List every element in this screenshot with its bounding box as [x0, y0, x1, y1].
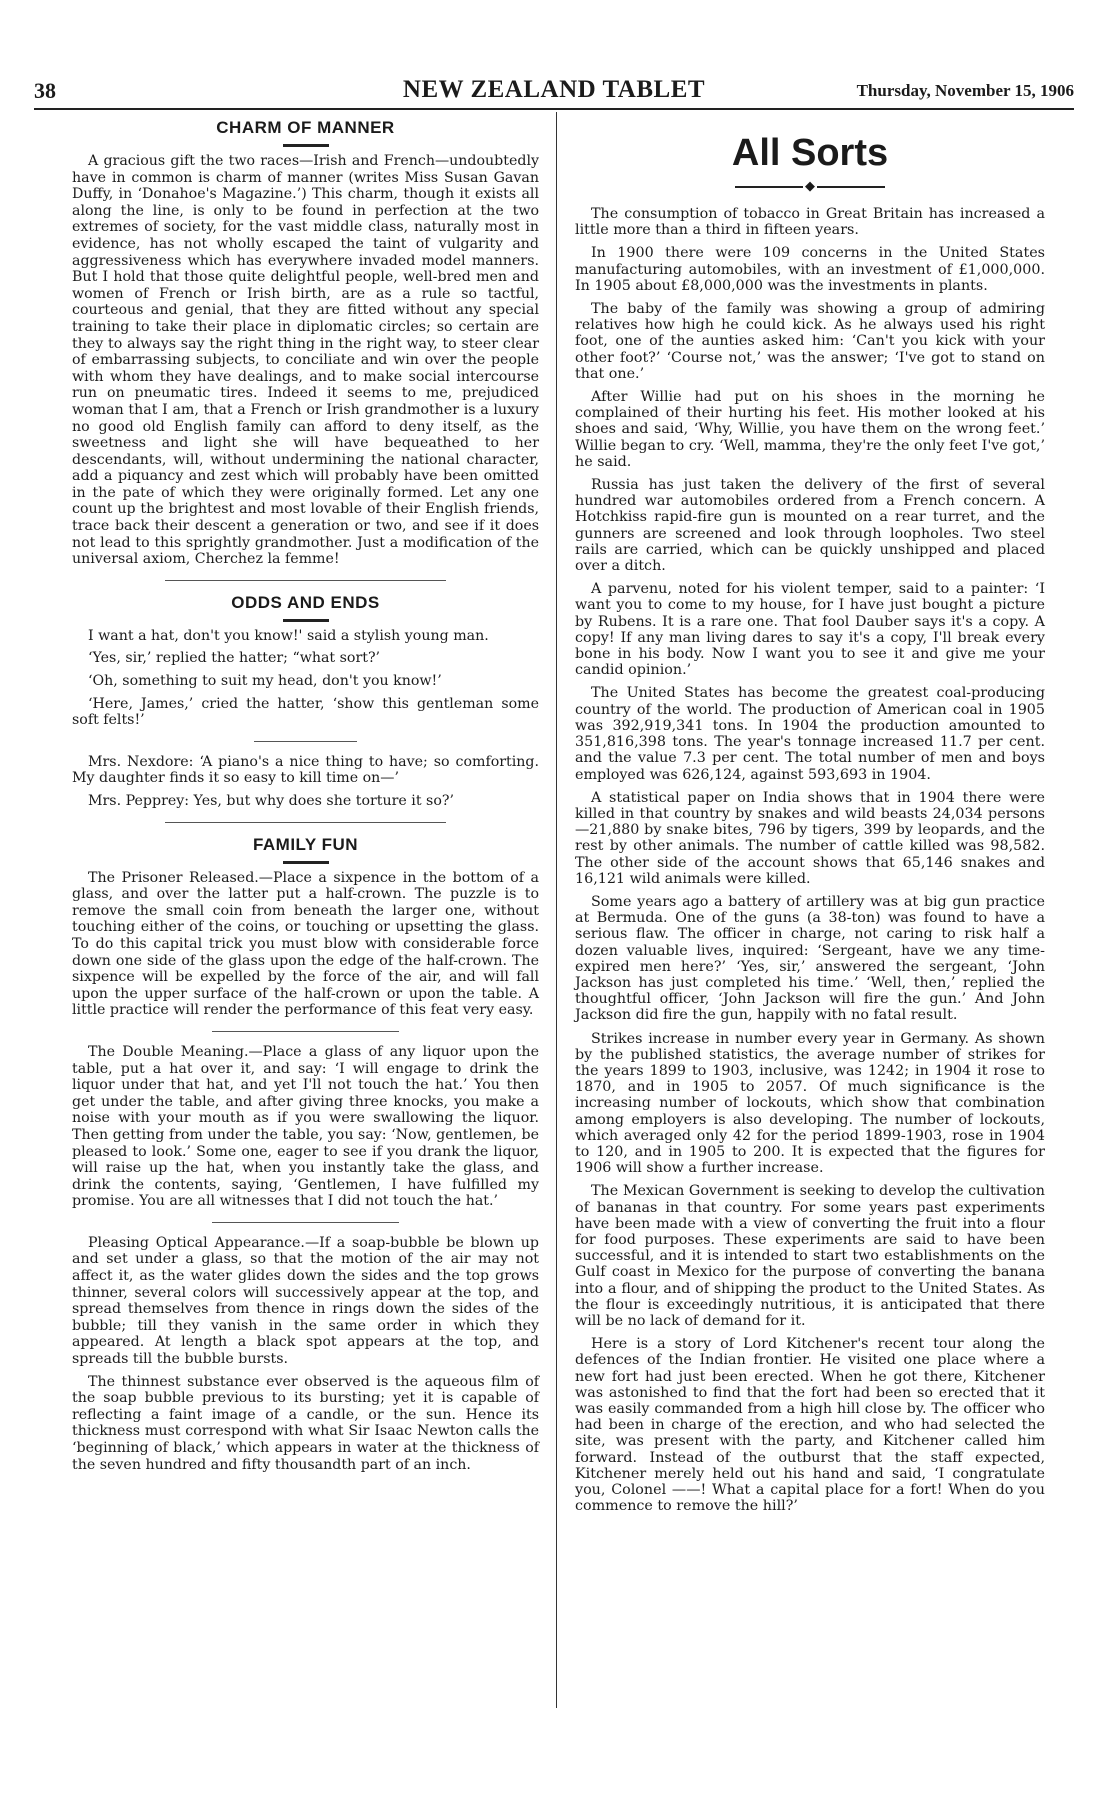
family-fun-paragraph: The Prisoner Released.—Place a sixpence in the bottom of a glass, and over the latter put a half-crown. The puzzle is to remove the small coin from beneath the larger one, without touching either of the coins, or touching or upsetting the glass. To do this capital trick you must blow with considerable force down one side of the glass upon the edge of the half-crown. The sixpence will be expelled by the force of the air, and will fall upon the upper surface of the half-crown or upon the table. A little practice will render the performance of this feat very easy.	[72, 869, 539, 1019]
title-underline	[283, 861, 329, 864]
odds-paragraph: Mrs. Pepprey: Yes, but why does she torture it so?’	[88, 793, 454, 809]
all-sorts-paragraph: Here is a story of Lord Kitchener's recent tour along the defences of the Indian frontier. He visited one place where a new fort had just been erected. When he got there, Kitchener was astonished to find that the fort had been so erected that it was easily commanded from a high hill close by. The officer who had been in charge of the erection, and who had selected the site, was present with the party, and Kitchener called him forward. Instead of the outburst that the staff expected, Kitchener merely held out his hand and said, ‘I congratulate you, Colonel ——! What a capital place for a fort! When do you commence to remove the hill?’	[575, 1336, 1045, 1515]
all-sorts-paragraph: Strikes increase in number every year in Germany. As shown by the published statistics, the average number of strikes for the years 1899 to 1903, inclusive, was 1242; in 1904 it rose to 1870, and in 1905 to 2057. Of much significance is the increasing number of lockouts, which show that combination among employers is also developing. The number of lockouts, which averaged only 42 for the period 1899-1903, rose in 1904 to 120, and in 1905 to 200. It is expected that the figures for 1906 will show a further increase.	[575, 1030, 1045, 1177]
all-sorts-items	[575, 206, 1045, 1514]
right-column	[575, 118, 1045, 1521]
short-separator	[254, 741, 357, 742]
family-fun-paragraph: Pleasing Optical Appearance.—If a soap-bubble be blown up and set under a glass, so that the motion of the air may not affect it, as the water glides down the sides and the top grows thinner, several colors will successively appear at the top, and spread themselves from thence in rings down the sides of the bubble; till they vanish in the same order in which they appeared. At length a black spot appears at the top, and spreads till the bubble bursts.	[72, 1234, 539, 1368]
charm-of-manner-body: A gracious gift the two races—Irish and French—undoubtedly have in common is charm of manner (writes Miss Susan Gavan Duffy, in ‘Donahoe's Magazine.’) This charm, though it exists all along the line, is only to be found in perfection at the two extremes of society, for the vast middle class, naturally most in evidence, has not wholly escaped the taint of vulgarity and aggressiveness which has everywhere invaded model manners. But I hold that those quite delightful people, well-bred men and women of French or Irish birth, are as a rule so tactful, courteous and genial, that they are fitted without any special training to take their place in diplomatic circles; so certain are they to always say the right thing in the right way, to steer clear of embarrassing subjects, to conciliate and win over the people with whom they have dealings, and to make social intercourse run on pneumatic tires. Indeed it seems to me, prejudiced woman that I am, that a French or Irish grandmother is a luxury no good old English family can afford to deny itself, as the sweetness and light she will have bequeathed to her descendants, will, without undermining the national character, add a piquancy and zest which will probably have been omitted in the pate of which they were originally formed. Let any one count up the brightest and most lovable of their English friends, trace back their descent a generation or two, and see if it does not lead to this sprightly grandmother. Just a modification of the universal axiom, Cherchez la femme!	[72, 153, 539, 568]
odds-paragraph: ‘Here, James,’ cried the hatter, ‘show this gentleman some soft felts!’	[72, 695, 539, 729]
all-sorts-paragraph: Some years ago a battery of artillery was at big gun practice at Bermuda. One of the guns (a 38-ton) was found to have a serious flaw. The officer in charge, not caring to risk half a dozen valuable lives, inquired: ‘Sergeant, have we any time-expired men here?’ ‘Yes, sir,’ answered the sergeant, ‘John Jackson has just completed his time.’ ‘Well, then,’ replied the thoughtful officer, ‘John Jackson will fire the gun.’ And John Jackson did fire the gun, happily with no fatal result.	[575, 893, 1045, 1024]
all-sorts-paragraph: Russia has just taken the delivery of the first of several hundred war automobiles ordered from a French concern. A Hotchkiss rapid-fire gun is mounted on a rear turret, and the gunners are screened and look through loopholes. Two steel rails are carried, which can be quickly unshipped and placed over a ditch.	[575, 477, 1045, 575]
title-ornament-rule	[735, 180, 885, 194]
odds-paragraph: ‘Yes, sir,’ replied the hatter; “what sort?’	[88, 650, 381, 667]
header-rule	[34, 108, 1074, 110]
family-fun-paragraph: The thinnest substance ever observed is the aqueous film of the soap bubble previous to its bursting; yet it is capable of reflecting a faint image of a candle, or the sun. Hence its thickness must correspond with what Sir Isaac Newton calls the ‘beginning of black,’ which appears in water at the thickness of the seven hundred and fifty thousandth part of an inch.	[72, 1373, 539, 1473]
all-sorts-paragraph: The baby of the family was showing a group of admiring relatives how high he could kick. As he always used his right foot, one of the aunties asked him: ‘Can't you kick with your other foot?’ ‘Course not,’ was the answer; ‘I've got to stand on that one.’	[575, 301, 1045, 382]
short-separator	[212, 1031, 399, 1032]
all-sorts-paragraph: After Willie had put on his shoes in the morning he complained of their hurting his feet. His mother looked at his shoes and said, ‘Why, Willie, you have them on the wrong feet.’ Willie began to cry. ‘Well, mamma, they're the only feet I've got,’ he said.	[575, 389, 1045, 470]
family-fun-paragraph: The Double Meaning.—Place a glass of any liquor upon the table, put a hat over it, and say: ‘I will engage to drink the liquor under that hat, and yet I'll not touch the hat.’ You then get under the table, and after giving three knocks, you make a noise with your mouth as if you were swallowing the liquor. Then getting from under the table, you say: ‘Now, gentlemen, be pleased to look.’ Some one, eager to see if you drank the liquor, will raise up the hat, when you instantly take the glass, and drink the contents, saying, ‘Gentlemen, I have fulfilled my promise. You are all witnesses that I did not touch the hat.’	[72, 1043, 539, 1210]
title-underline	[283, 619, 329, 622]
all-sorts-paragraph: The consumption of tobacco in Great Britain has increased a little more than a third in fifteen years.	[575, 206, 1045, 239]
left-column	[72, 118, 539, 1479]
all-sorts-paragraph: In 1900 there were 109 concerns in the United States manufacturing automobiles, with an investment of £1,000,000. In 1905 about £8,000,000 was the investments in plants.	[575, 245, 1045, 294]
charm-of-manner-title: CHARM OF MANNER	[216, 118, 395, 137]
masthead: NEW ZEALAND TABLET	[402, 76, 706, 103]
odds-paragraph: I want a hat, don't you know!' said a stylish young man.	[88, 627, 489, 644]
section-separator	[165, 580, 445, 581]
odds-paragraph: ‘Oh, something to suit my head, don't you know!’	[88, 673, 442, 690]
all-sorts-paragraph: A statistical paper on India shows that in 1904 there were killed in that country by snakes and wild beasts 24,034 persons—21,880 by snake bites, 796 by tigers, 399 by leopards, and the rest by other animals. The number of cattle killed was 98,582. The other side of the account shows that 65,146 snakes and 16,121 wild animals were killed.	[575, 789, 1045, 887]
odds-paragraph: Mrs. Nexdore: ‘A piano's a nice thing to have; so comforting. My daughter finds it so easy to kill time on—’	[72, 753, 539, 787]
family-fun-title: FAMILY FUN	[252, 834, 359, 854]
column-divider	[556, 112, 557, 1708]
all-sorts-paragraph: A parvenu, noted for his violent temper, said to a painter: ‘I want you to come to my house, for I have just bought a picture by Rubens. It is a rare one. That fool Dauber says it's a copy. A copy! If any man living dares to say it's a copy, I'll break every bone in his body. Now I want you to see it and give me your candid opinion.’	[575, 581, 1045, 679]
all-sorts-title: All Sorts	[731, 132, 889, 174]
page-header	[34, 78, 1074, 108]
page-number: 38	[34, 78, 56, 103]
odds-and-ends-title: ODDS AND ENDS	[231, 592, 380, 612]
title-underline	[283, 144, 329, 147]
all-sorts-paragraph: The United States has become the greatest coal-producing country of the world. The production of American coal in 1905 was 392,919,341 tons. In 1904 the production amounted to 351,816,398 tons. The year's tonnage increased 11.7 per cent. and the value 7.3 per cent. The total number of men and boys employed was 626,124, against 593,693 in 1904.	[575, 685, 1045, 783]
section-separator	[165, 822, 445, 823]
short-separator	[212, 1222, 399, 1223]
all-sorts-paragraph: The Mexican Government is seeking to develop the cultivation of bananas in that country. For some years past experiments have been made with a view of converting the fruit into a flour for food purposes. These experiments are said to have been successful, and it is intended to start two establishments on the Gulf coast in Mexico for the purpose of converting the banana into a flour, and of shipping the product to the United States. As the flour is exceedingly nutritious, it is anticipated that there will be no lack of demand for it.	[575, 1183, 1045, 1329]
diamond-icon: ◆	[805, 179, 815, 194]
issue-date: Thursday, November 15, 1906	[856, 81, 1074, 100]
